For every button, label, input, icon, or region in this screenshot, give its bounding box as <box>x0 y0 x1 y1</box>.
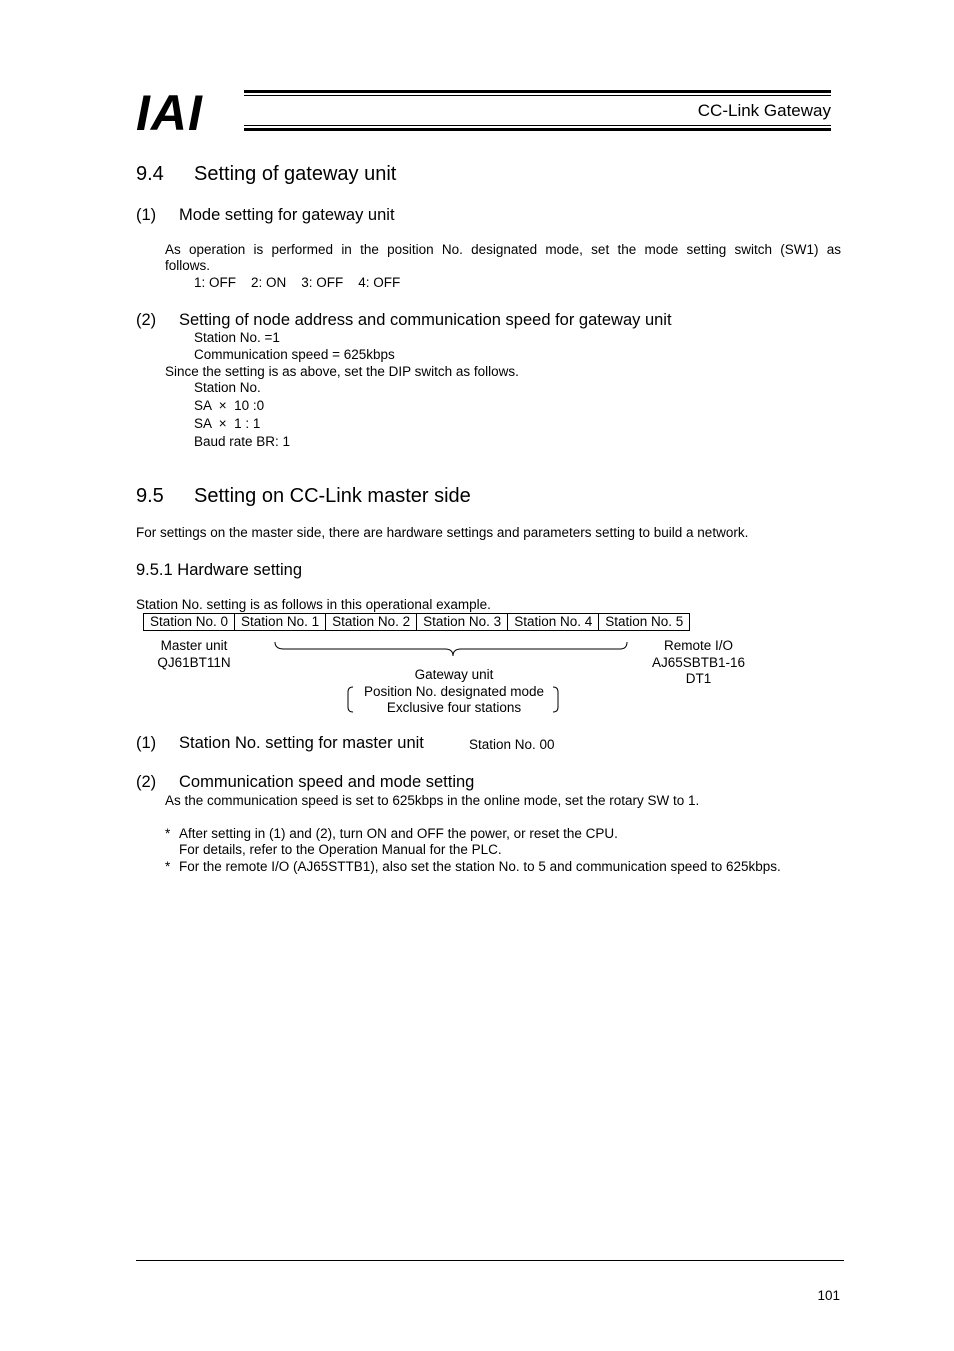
right-paren <box>551 686 561 714</box>
document-title: CC-Link Gateway <box>697 101 831 120</box>
setting-line: Station No. <box>194 380 261 395</box>
paragraph: For settings on the master side, there are hardware settings and parameters setting to build a network. <box>136 525 749 540</box>
station-cell: Station No. 3 <box>417 614 508 631</box>
item-number: (2) <box>136 773 157 791</box>
section-title: Setting on CC-Link master side <box>194 485 471 507</box>
gateway-exclusive-label: Exclusive four stations <box>386 700 522 715</box>
header-rule <box>244 128 831 131</box>
switch-settings: 1: OFF 2: ON 3: OFF 4: OFF <box>194 275 401 290</box>
setting-line: Communication speed = 625kbps <box>194 347 395 362</box>
remote-io-model: AJ65SBTB1-16 <box>651 655 746 670</box>
station-table <box>143 613 690 631</box>
station-cell: Station No. 2 <box>326 614 417 631</box>
master-unit-model: QJ61BT11N <box>157 655 231 670</box>
note-mark: * <box>165 859 171 874</box>
setting-line: SA × 1 : 1 <box>194 416 261 431</box>
header-rule <box>244 90 831 93</box>
note-text: After setting in (1) and (2), turn ON and OFF the power, or reset the CPU. <box>179 826 618 841</box>
gateway-mode-label: Position No. designated mode <box>363 684 545 699</box>
item-title: Station No. setting for master unit <box>179 734 424 752</box>
setting-line: Baud rate BR: 1 <box>194 434 291 449</box>
note-text: For the remote I/O (AJ65STTB1), also set the station No. to 5 and communication speed to 625kbps. <box>179 859 781 874</box>
paragraph: Since the setting is as above, set the DIP switch as follows. <box>165 364 519 379</box>
remote-io-label: Remote I/O <box>663 638 734 653</box>
paragraph: Station No. setting is as follows in this operational example. <box>136 597 491 612</box>
item-number: (1) <box>136 734 157 752</box>
section-title: Setting of gateway unit <box>194 163 397 185</box>
paragraph: As operation is performed in the position No. designated mode, set the mode setting switch (SW1) as <box>165 242 841 257</box>
page-number: 101 <box>817 1288 840 1303</box>
station-cell: Station No. 1 <box>235 614 326 631</box>
section-number: 9.4 <box>136 163 164 185</box>
footer-rule <box>136 1260 844 1261</box>
item-number: (1) <box>136 206 157 224</box>
subsection-title: 9.5.1 Hardware setting <box>136 561 303 579</box>
section-number: 9.5 <box>136 485 164 507</box>
station-cell: Station No. 4 <box>508 614 599 631</box>
station-cell: Station No. 5 <box>599 614 690 631</box>
setting-line: SA × 10 :0 <box>194 398 265 413</box>
table-row <box>144 614 690 631</box>
note-text: For details, refer to the Operation Manual for the PLC. <box>179 842 502 857</box>
paragraph: As the communication speed is set to 625kbps in the online mode, set the rotary SW to 1. <box>165 793 700 808</box>
item-title: Setting of node address and communication speed for gateway unit <box>179 311 672 329</box>
setting-line: Station No. =1 <box>194 330 280 345</box>
master-unit-label: Master unit <box>160 638 228 653</box>
note-mark: * <box>165 826 171 841</box>
iai-logo: IAI <box>136 85 203 141</box>
station-value: Station No. 00 <box>469 737 555 752</box>
header-rule <box>244 95 831 96</box>
station-cell: Station No. 0 <box>144 614 235 631</box>
paragraph: follows. <box>165 258 211 273</box>
item-number: (2) <box>136 311 157 329</box>
item-title: Communication speed and mode setting <box>179 773 475 791</box>
remote-io-model: DT1 <box>685 671 712 686</box>
gateway-unit-label: Gateway unit <box>414 667 494 682</box>
item-title: Mode setting for gateway unit <box>179 206 395 224</box>
header-rule <box>244 125 831 126</box>
gateway-brace <box>270 640 632 660</box>
